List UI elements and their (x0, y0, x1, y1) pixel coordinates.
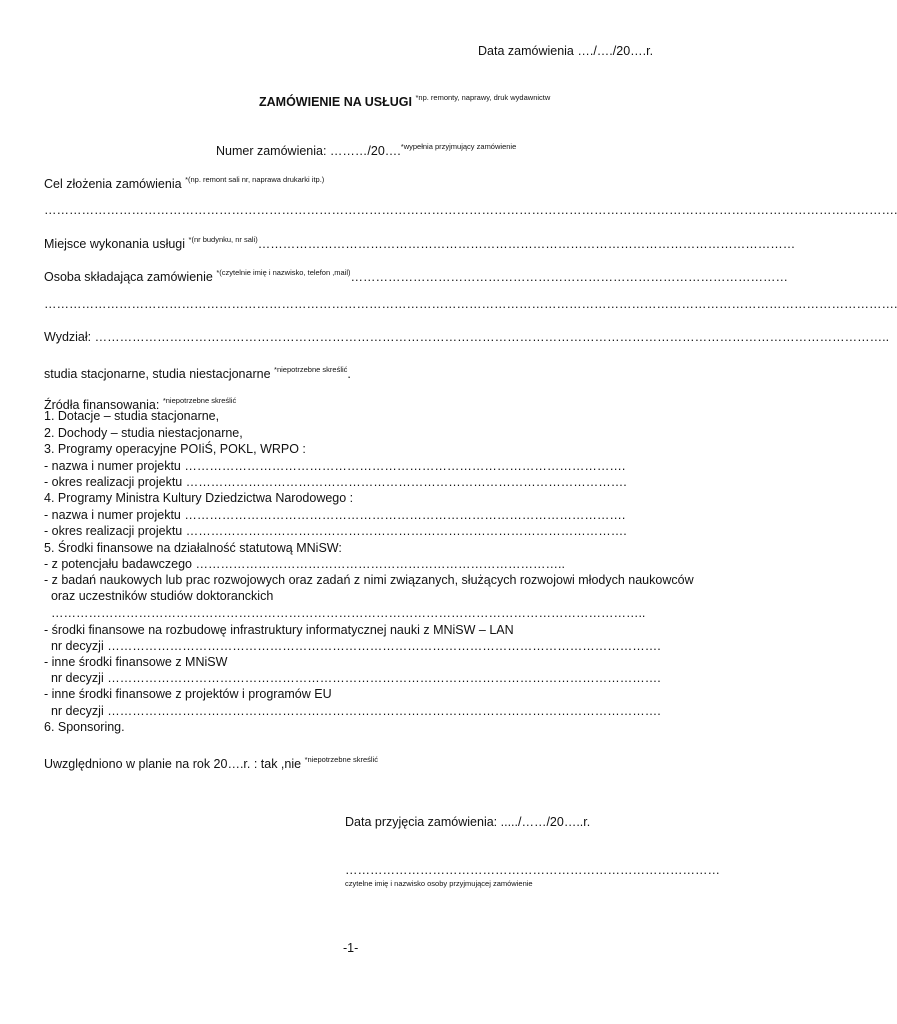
funding-label: Źródła finansowania: (44, 398, 160, 412)
funding-line: - inne środki finansowe z MNiSW (44, 655, 228, 669)
studies-note: *niepotrzebne skreślić (274, 365, 348, 374)
funding-line: 3. Programy operacyjne POIiŚ, POKL, WRPO : (44, 442, 306, 456)
funding-line: 1. Dotacje – studia stacjonarne, (44, 409, 220, 423)
requester-label: Osoba składająca zamówienie (44, 270, 213, 284)
funding-line: - z badań naukowych lub prac rozwojowych oraz zadań z nimi związanych, służących rozwojowi młodych naukowców (44, 573, 694, 587)
form-title: ZAMÓWIENIE NA USŁUGI (259, 95, 413, 109)
requester-note: *(czytelnie imię i nazwisko, telefon ,mail) (216, 268, 351, 277)
requester-dots: …………………………………………………………………………………………… (350, 270, 789, 284)
location-dots: ………………………………………………………………………………………………………………… (257, 237, 796, 251)
funding-line: 4. Programy Ministra Kultury Dziedzictwa Narodowego : (44, 491, 354, 505)
funding-line: - środki finansowe na rozbudowę infrastruktury informatycznej nauki z MNiSW – LAN (44, 623, 514, 637)
plan-note: *niepotrzebne skreślić (304, 755, 378, 764)
funding-line: 2. Dochody – studia niestacjonarne, (44, 426, 243, 440)
funding-note: *niepotrzebne skreślić (162, 396, 237, 405)
order-date: Data zamówienia …./…./20….r. (478, 44, 654, 58)
purpose-row (44, 172, 324, 192)
requester-dots-2: ……………………………………………………………………………………………………………………………………………………………………………………. (44, 297, 897, 311)
funding-line: 5. Środki finansowe na działalność statutową MNiSW: (44, 541, 342, 555)
order-number-note: *wypełnia przyjmujący zamówienie (400, 142, 517, 151)
department-dots: ……………………………………………………………………………………………………………………………………………………………………….. (94, 330, 890, 344)
funding-line: - nazwa i numer projektu ……………………………………………………………………………………………. (44, 508, 626, 522)
plan-text: Uwzględniono w planie na rok 20….r. : tak ,nie (44, 757, 302, 771)
funding-line: - nazwa i numer projektu ……………………………………………………………………………………………. (44, 459, 626, 473)
form-title-row (259, 90, 550, 110)
department-row (44, 330, 890, 345)
funding-line: - okres realizacji projektu ……………………………………………………………………………………………. (44, 475, 627, 489)
form-title-note: *np. remonty, naprawy, druk wydawnictw (415, 93, 551, 102)
funding-line: 6. Sponsoring. (44, 720, 125, 734)
purpose-label: Cel złożenia zamówienia (44, 177, 182, 191)
requester-row (44, 265, 789, 285)
funding-line: nr decyzji ……………………………………………………………………………………………………………………. (44, 671, 661, 685)
signature-caption: czytelne imię i nazwisko osoby przyjmującej zamówienie (345, 879, 533, 888)
studies-text: studia stacjonarne, studia niestacjonarne (44, 367, 271, 381)
department-label: Wydział: (44, 330, 95, 344)
page-number: -1- (343, 941, 359, 955)
funding-line: …………………………………………………………………………………………………………………………….. (44, 606, 646, 620)
plan-row (44, 752, 378, 772)
funding-line: - inne środki finansowe z projektów i programów EU (44, 687, 332, 701)
funding-line: oraz uczestników studiów doktoranckich (44, 589, 274, 603)
order-number: Numer zamówienia: ………/20…. (216, 144, 401, 158)
studies-end: . (347, 367, 351, 381)
studies-row (44, 362, 351, 382)
funding-line: - z potencjału badawczego …………………………………………………………………………….. (44, 557, 565, 571)
funding-line: - okres realizacji projektu ……………………………………………………………………………………………. (44, 524, 627, 538)
acceptance-date: Data przyjęcia zamówienia: ...../……/20…..r. (345, 815, 591, 829)
location-row (44, 232, 796, 252)
order-number-row (216, 139, 516, 159)
location-note: *(nr budynku, nr sali) (188, 235, 258, 244)
location-label: Miejsce wykonania usługi (44, 237, 186, 251)
funding-line: nr decyzji ……………………………………………………………………………………………………………………. (44, 704, 661, 718)
funding-line: nr decyzji ……………………………………………………………………………………………………………………. (44, 639, 661, 653)
purpose-note: *(np. remont sali nr, naprawa drukarki itp.) (185, 175, 325, 184)
purpose-dots: ……………………………………………………………………………………………………………………………………………………………………………………. (44, 203, 897, 217)
signature-dots: ……………………………………………………………………………… (345, 863, 720, 877)
